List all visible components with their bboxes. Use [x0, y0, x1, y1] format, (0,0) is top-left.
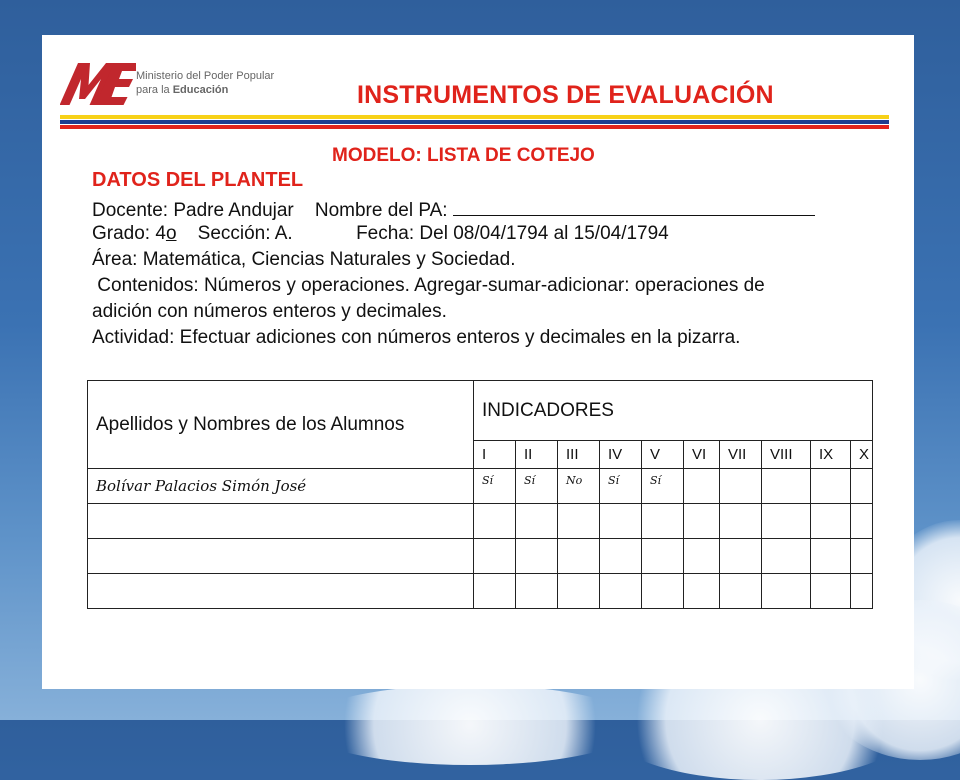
section-heading: DATOS DEL PLANTEL	[92, 169, 304, 191]
indicator-label: VI	[684, 441, 720, 469]
indicator-label: VII	[720, 441, 762, 469]
indicator-mark	[851, 469, 873, 504]
empty-cell	[558, 539, 600, 574]
empty-cell	[684, 574, 720, 609]
empty-cell	[642, 504, 684, 539]
slide-page	[42, 35, 914, 689]
indicator-mark: Sí	[642, 469, 684, 504]
grado-field: Grado: 4	[92, 223, 166, 244]
indicator-label: III	[558, 441, 600, 469]
logo-line-2-bold: Educación	[172, 84, 229, 96]
docente-line	[92, 197, 815, 222]
flag-stripe-red	[60, 125, 889, 129]
fecha-field: Fecha: Del 08/04/1794 al 15/04/1794	[356, 223, 669, 244]
empty-cell	[720, 504, 762, 539]
empty-cell	[558, 574, 600, 609]
nombre-pa-blank	[453, 197, 815, 216]
cloud	[300, 685, 640, 765]
indicator-label: X	[851, 441, 873, 469]
empty-cell	[88, 539, 474, 574]
empty-cell	[720, 574, 762, 609]
student-name: Bolívar Palacios Simón José	[88, 469, 474, 504]
indicator-mark: Sí	[474, 469, 516, 504]
logo-line-2	[136, 83, 274, 97]
empty-cell	[516, 504, 558, 539]
indicator-mark	[720, 469, 762, 504]
indicator-label: IV	[600, 441, 642, 469]
grado-suffix: o	[165, 223, 177, 244]
grado-line	[92, 223, 669, 245]
table-row	[88, 469, 873, 504]
indicator-mark	[762, 469, 811, 504]
indicator-mark: No	[558, 469, 600, 504]
empty-cell	[558, 504, 600, 539]
empty-cell	[811, 574, 851, 609]
empty-cell	[474, 504, 516, 539]
indicator-mark	[811, 469, 851, 504]
empty-cell	[851, 504, 873, 539]
area-field: Área: Matemática, Ciencias Naturales y Sociedad.	[92, 249, 516, 270]
empty-cell	[811, 539, 851, 574]
empty-cell	[684, 504, 720, 539]
empty-cell	[720, 539, 762, 574]
empty-cell	[811, 504, 851, 539]
empty-cell	[600, 539, 642, 574]
flag-stripe-yellow	[60, 115, 889, 119]
docente-field: Docente: Padre Andujar	[92, 200, 294, 221]
me-logo-icon	[60, 55, 136, 107]
indicator-label: VIII	[762, 441, 811, 469]
flag-stripe-blue	[60, 120, 889, 124]
empty-cell	[851, 539, 873, 574]
ministry-logo	[60, 55, 280, 111]
contenidos-line-1: Contenidos: Números y operaciones. Agregar-sumar-adicionar: operaciones de	[92, 275, 765, 296]
table-header-row	[88, 381, 873, 441]
logo-line-2-prefix: para la	[136, 84, 173, 96]
indicator-mark	[684, 469, 720, 504]
logo-line-1: Ministerio del Poder Popular	[136, 70, 275, 82]
seccion-field: Sección: A.	[197, 223, 293, 244]
document-title: INSTRUMENTOS DE EVALUACIÓN	[357, 81, 774, 109]
table-row	[88, 504, 873, 539]
indicator-label: I	[474, 441, 516, 469]
table-row	[88, 574, 873, 609]
empty-cell	[684, 539, 720, 574]
subtitle: MODELO: LISTA DE COTEJO	[332, 145, 595, 166]
empty-cell	[516, 574, 558, 609]
checklist-table	[87, 380, 873, 609]
empty-cell	[851, 574, 873, 609]
logo-text	[136, 69, 274, 97]
indicator-label: II	[516, 441, 558, 469]
name-column-header: Apellidos y Nombres de los Alumnos	[88, 381, 474, 469]
actividad-field: Actividad: Efectuar adiciones con números enteros y decimales en la pizarra.	[92, 327, 741, 348]
indicator-label: V	[642, 441, 684, 469]
empty-cell	[642, 539, 684, 574]
empty-cell	[600, 574, 642, 609]
empty-cell	[762, 504, 811, 539]
indicators-header: INDICADORES	[474, 381, 873, 441]
empty-cell	[762, 574, 811, 609]
empty-cell	[762, 539, 811, 574]
contenidos-line-2: adición con números enteros y decimales.	[92, 301, 447, 322]
flag-stripes	[60, 115, 889, 131]
nombre-pa-label: Nombre del PA:	[314, 200, 448, 221]
empty-cell	[600, 504, 642, 539]
empty-cell	[474, 539, 516, 574]
indicator-mark: Sí	[600, 469, 642, 504]
indicator-label: IX	[811, 441, 851, 469]
empty-cell	[474, 574, 516, 609]
empty-cell	[642, 574, 684, 609]
table-row	[88, 539, 873, 574]
empty-cell	[88, 574, 474, 609]
empty-cell	[516, 539, 558, 574]
indicator-mark: Sí	[516, 469, 558, 504]
empty-cell	[88, 504, 474, 539]
